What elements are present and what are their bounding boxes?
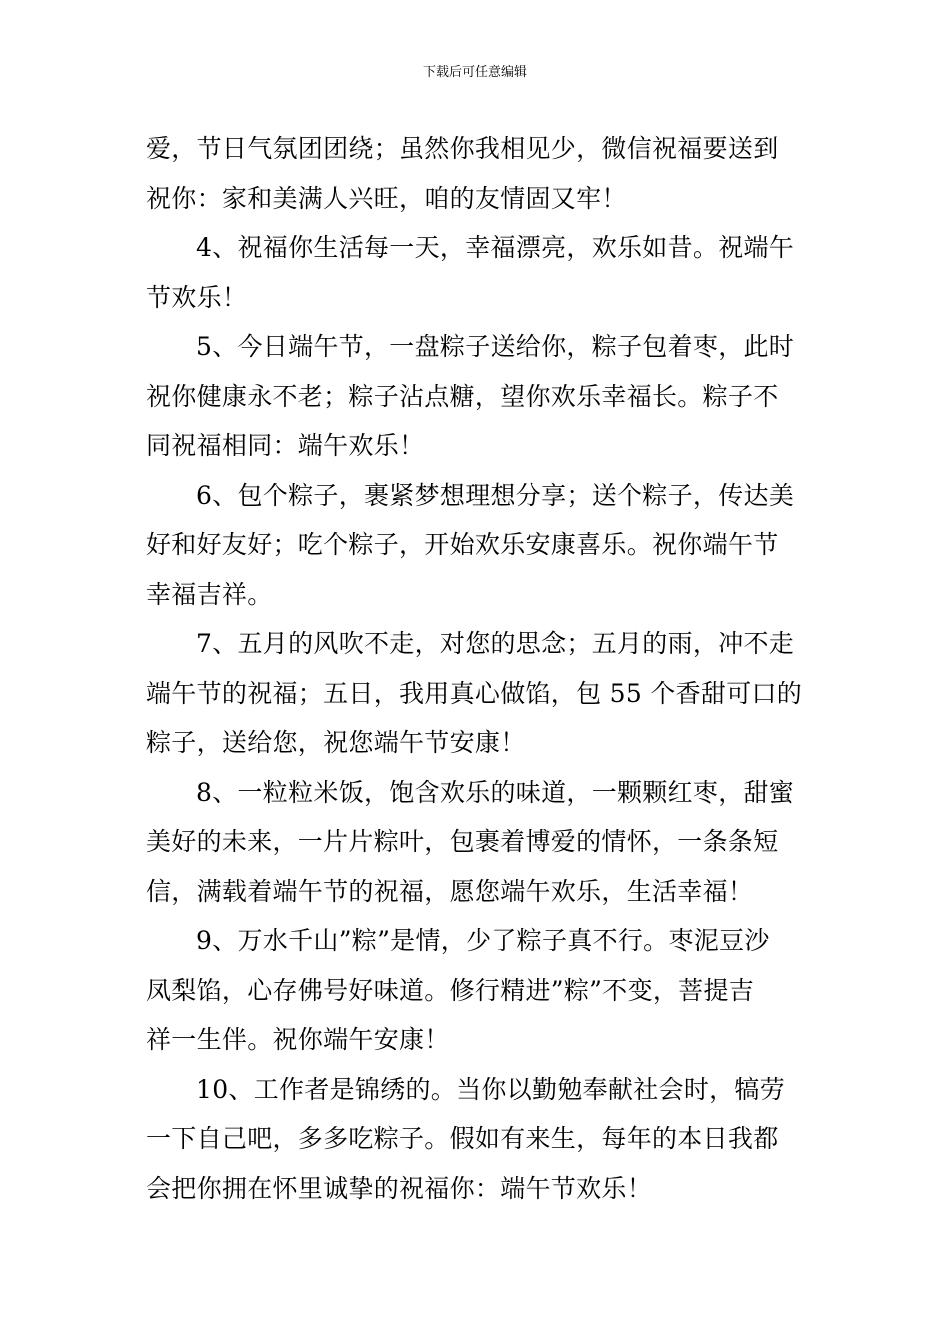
text-line: 同祝福相同：端午欢乐！ — [146, 431, 425, 460]
text-line: 美好的未来，一片片粽叶，包裹着博爱的情怀，一条条短 — [146, 827, 779, 856]
text-line: 爱，节日气氛团团绕；虽然你我相见少，微信祝福要送到 — [146, 134, 779, 163]
text-line: 祥一生伴。祝你端午安康！ — [146, 1025, 450, 1054]
paragraph — [146, 1065, 810, 1214]
paragraph — [146, 124, 810, 223]
document-body — [146, 124, 810, 1213]
text-line: 凤梨馅，心存佛号好味道。修行精进”粽”不变，菩提吉 — [146, 975, 755, 1005]
text-line: 4、祝福你生活每一天，幸福漂亮，欢乐如昔。祝端午 — [196, 233, 795, 262]
paragraph — [146, 768, 810, 917]
text-line: 10、工作者是锦绣的。当你以勤勉奉献社会时，犒劳 — [196, 1074, 786, 1104]
text-line: 好和好友好；吃个粽子，开始欢乐安康喜乐。祝你端午节 — [146, 530, 779, 559]
page-header: 下载后可任意编辑 — [422, 65, 527, 80]
text-line: 祝你健康永不老；粽子沾点糖，望你欢乐幸福长。粽子不 — [146, 381, 779, 411]
text-line: 粽子，送给您，祝您端午节安康！ — [146, 728, 526, 757]
text-line: 节欢乐！ — [146, 282, 248, 312]
text-line: 9、万水千山”粽”是情，少了粽子真不行。枣泥豆沙 — [196, 926, 770, 955]
text-line: 会把你拥在怀里诚挚的祝福你：端午节欢乐！ — [146, 1173, 653, 1203]
paragraph — [146, 619, 810, 768]
text-line: 信，满载着端午节的祝福，愿您端午欢乐，生活幸福！ — [146, 876, 754, 906]
text-line: 5、今日端午节，一盘粽子送给你，粽子包着枣，此时 — [196, 332, 795, 361]
text-line: 一下自己吧，多多吃粽子。假如有来生，每年的本日我都 — [146, 1124, 779, 1153]
text-line: 6、包个粽子，裹紧梦想理想分享；送个粽子，传达美 — [196, 480, 795, 510]
paragraph — [146, 471, 810, 620]
paragraph — [146, 223, 810, 322]
text-line: 8、一粒粒米饭，饱含欢乐的味道，一颗颗红枣，甜蜜 — [196, 777, 795, 807]
text-line: 7、五月的风吹不走，对您的思念；五月的雨，冲不走 — [196, 629, 795, 658]
text-line: 祝你：家和美满人兴旺，咱的友情固又牢！ — [146, 183, 627, 213]
text-line: 端午节的祝福；五日，我用真心做馅，包 55 个香甜可口的 — [146, 678, 803, 708]
paragraph — [146, 322, 810, 471]
paragraph — [146, 916, 810, 1065]
text-line: 幸福吉祥。 — [146, 579, 273, 609]
